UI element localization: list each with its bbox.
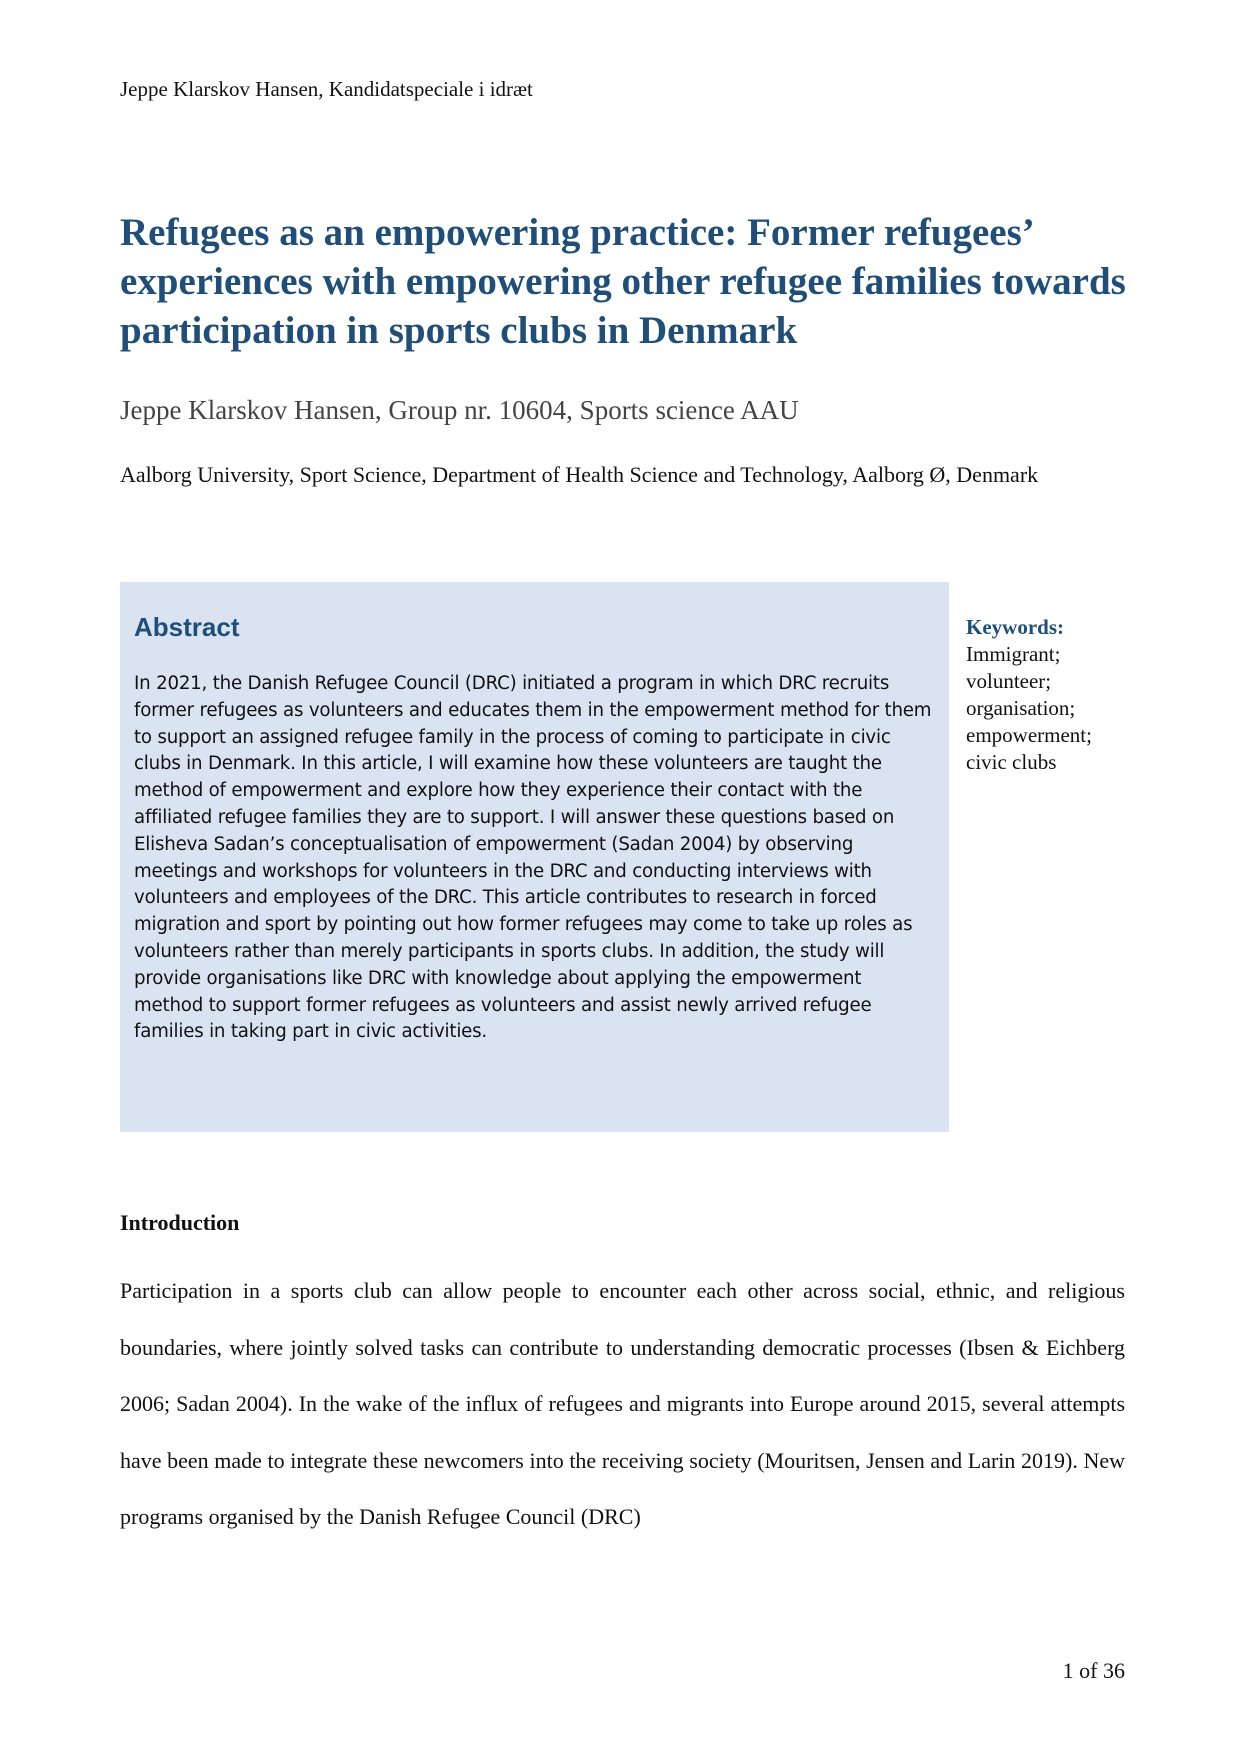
introduction-heading: Introduction <box>120 1210 240 1235</box>
introduction-text: Participation in a sports club can allow people to encounter each other across social, ethnic, and religious boundaries, where jointly solved tasks can contribute to understanding democratic processes (Ibsen & Eichberg 2006; Sadan 2004). In the wake of the influx of refugees and migrants into Europe around 2015, several attempts have been made to integrate these newcomers into the receiving society (Mouritsen, Jensen and Larin 2019). New programs organised by the Danish Refugee Council (DRC) <box>120 1278 1125 1529</box>
keywords-list <box>966 641 1126 776</box>
keyword-item: civic clubs <box>966 750 1057 774</box>
page-number: 1 of 36 <box>1062 1658 1125 1683</box>
keywords-heading: Keywords: <box>966 615 1064 639</box>
abstract-text: In 2021, the Danish Refugee Council (DRC) initiated a program in which DRC recruits former refugees as volunteers and educates them in the empowerment method for them to support an assigned refugee family in the process of coming to participate in civic clubs in Denmark. In this article, I will examine how these volunteers are taught the method of empowerment and explore how they experience their contact with the affiliated refugee families they are to support. I will answer these questions based on Elisheva Sadan’s conceptualisation of empowerment (Sadan 2004) by observing meetings and workshops for volunteers in the DRC and conducting interviews with volunteers and employees of the DRC. This article contributes to research in forced migration and sport by pointing out how former refugees may come to take up roles as volunteers rather than merely participants in sports clubs. In addition, the study will provide organisations like DRC with knowledge about applying the empowerment method to support former refugees as volunteers and assist newly arrived refugee families in taking part in civic activities. <box>134 673 932 1043</box>
author-line: Jeppe Klarskov Hansen, Group nr. 10604, Sports science AAU <box>120 395 799 425</box>
keyword-item: empowerment; <box>966 723 1092 747</box>
affiliation: Aalborg University, Sport Science, Department of Health Science and Technology, Aalborg Ø, Denmark <box>120 462 1039 487</box>
keywords-sidebar <box>966 614 1126 776</box>
keyword-item: organisation; <box>966 696 1076 720</box>
paper-title: Refugees as an empowering practice: Former refugees’ experiences with empowering other refugee families towards participation in sports clubs in Denmark <box>120 211 1126 352</box>
keyword-item: Immigrant; <box>966 642 1061 666</box>
abstract-box <box>120 582 949 1132</box>
keyword-item: volunteer; <box>966 669 1052 693</box>
running-header: Jeppe Klarskov Hansen, Kandidatspeciale i idræt <box>120 77 533 101</box>
abstract-heading: Abstract <box>134 612 240 642</box>
